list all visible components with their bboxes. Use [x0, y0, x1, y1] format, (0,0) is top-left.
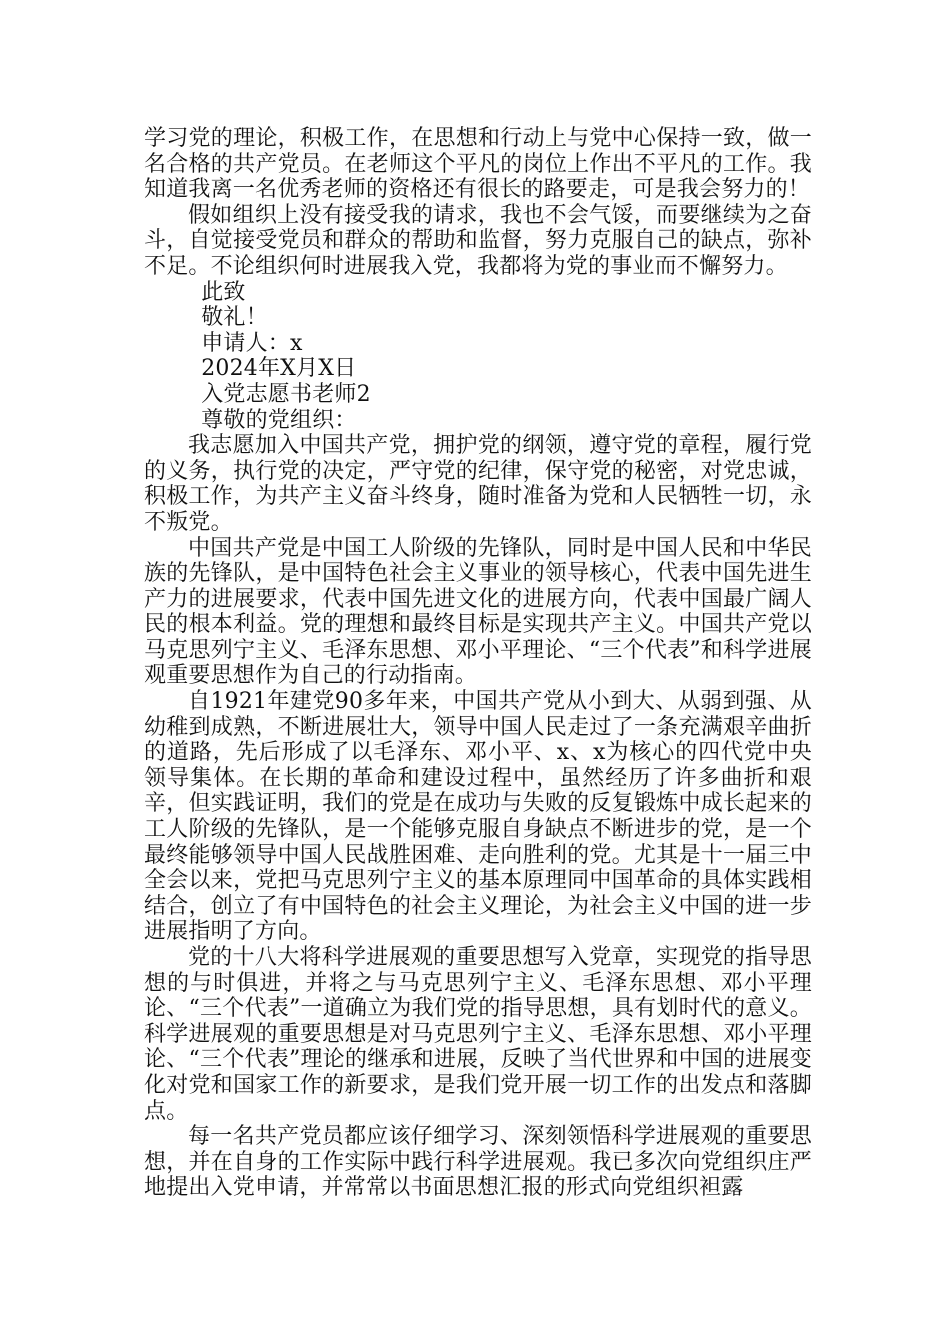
paragraph-party-history: 自1921年建党90多年来，中国共产党从小到大、从弱到强、从幼稚到成熟，不断进展壮大，领导中国人民走过了一条充满艰辛曲折的道路，先后形成了以毛泽东、邓小平、x、x为核心的四代党中央领导集体。在长期的革命和建设过程中，虽然经历了许多曲折和艰辛，但实践证明，我们的党是在成功与失败的反复锻炼中成长起来的工人阶级的先锋队，是一个能够克服自身缺点不断进步的党，是一个最终能够领导中国人民战胜困难、走向胜利的党。尤其是十一届三中全会以来，党把马克思列宁主义的基本原理同中国革命的具体实践相结合，创立了有中国特色的社会主义理论，为社会主义中国的进一步进展指明了方向。 [144, 689, 812, 945]
paragraph-study-commitment: 每一名共产党员都应该仔细学习、深刻领悟科学进展观的重要思想，并在自身的工作实际中践行科学进展观。我已多次向党组织庄严地提出入党申请，并常常以书面思想汇报的形式向党组织袒露 [144, 1124, 812, 1201]
paragraph-party-nature: 中国共产党是中国工人阶级的先锋队，同时是中国人民和中华民族的先锋队，是中国特色社会主义事业的领导核心，代表中国先进生产力的进展要求，代表中国先进文化的进展方向，代表中国最广阔人民的根本利益。党的理想和最终目标是实现共产主义。中国共产党以马克思列宁主义、毛泽东思想、邓小平理论、“三个代表”和科学进展观重要思想作为自己的行动指南。 [144, 535, 812, 689]
paragraph-rejection-response: 假如组织上没有接受我的请求，我也不会气馁，而要继续为之奋斗，自觉接受党员和群众的帮助和监督，努力克服自己的缺点，弥补不足。不论组织何时进展我入党，我都将为党的事业而不懈努力。 [144, 202, 812, 279]
closing-respect: 敬礼！ [201, 305, 268, 331]
document-body [144, 126, 812, 1201]
closing-salutation: 此致 [201, 279, 246, 305]
section-title: 入党志愿书老师2 [201, 381, 371, 407]
paragraph-pledge: 我志愿加入中国共产党，拥护党的纲领，遵守党的章程，履行党的义务，执行党的决定，严守党的纪律，保守党的秘密，对党忠诚，积极工作，为共产主义奋斗终身，随时准备为党和人民牺牲一切，永不叛党。 [144, 433, 812, 535]
date-line: 2024年X月X日 [201, 356, 357, 382]
paragraph-eighteenth-congress: 党的十八大将科学进展观的重要思想写入党章，实现党的指导思想的与时俱进，并将之与马克思列宁主义、毛泽东思想、邓小平理论、“三个代表”一道确立为我们党的指导思想，具有划时代的意义。科学进展观的重要思想是对马克思列宁主义、毛泽东思想、邓小平理论、“三个代表”理论的继承和进展，反映了当代世界和中国的进展变化对党和国家工作的新要求，是我们党开展一切工作的出发点和落脚点。 [144, 945, 812, 1124]
paragraph-continuation: 学习党的理论，积极工作，在思想和行动上与党中心保持一致，做一名合格的共产党员。在老师这个平凡的岗位上作出不平凡的工作。我知道我离一名优秀老师的资格还有很长的路要走，可是我会努力的！ [144, 126, 812, 203]
applicant-line: 申请人：x [201, 330, 303, 356]
greeting-line: 尊敬的党组织： [201, 407, 357, 433]
